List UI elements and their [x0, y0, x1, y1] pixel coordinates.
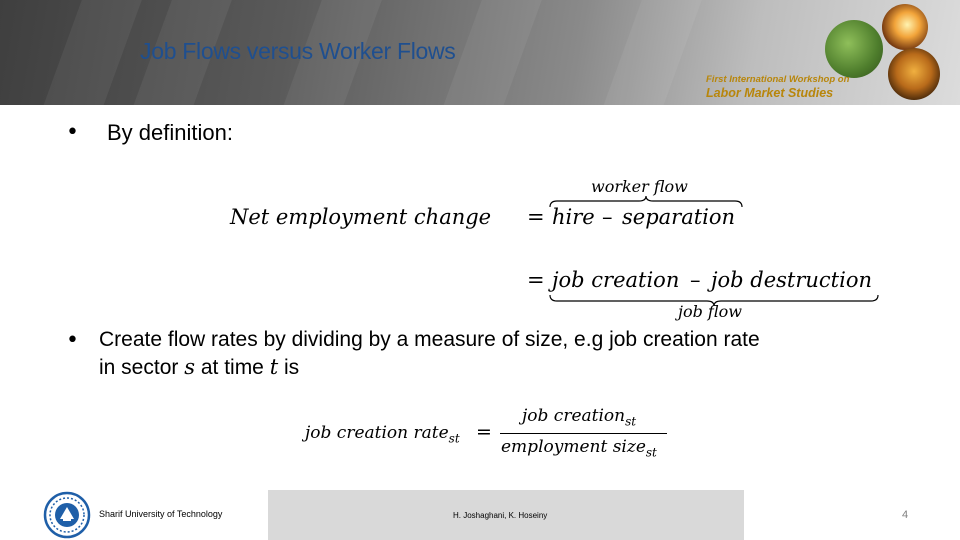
workshop-logo-line2: Labor Market Studies: [706, 86, 834, 100]
fraction-bar: [500, 433, 667, 434]
slide-title: Job Flows versus Worker Flows: [140, 38, 456, 64]
bullet-text-in-sector: in sector: [99, 356, 179, 379]
var-t: t: [269, 355, 279, 379]
field-photo-icon: [825, 20, 883, 78]
eq-numerator: [522, 406, 636, 428]
eq-separation: separation: [622, 205, 736, 229]
eq-job-creation: job creation: [552, 268, 680, 292]
header-stripe: [31, 0, 149, 105]
bullet-text-at-time: at time: [200, 356, 264, 379]
workshop-logo: [700, 0, 960, 105]
eq-num-sub: st: [625, 414, 637, 429]
eq-minus-1: –: [602, 205, 613, 229]
header-stripe: [591, 0, 709, 105]
eq-hire: hire: [552, 205, 595, 229]
eq-denominator: [501, 437, 657, 459]
header-banner: [0, 0, 960, 105]
eq-den-text: employment size: [501, 437, 646, 457]
page-number: 4: [902, 509, 909, 521]
bullet-flow-rates-line1: Create flow rates by dividing by a measure of size, e.g job creation rate: [99, 328, 760, 351]
eq-job-destruction: job destruction: [711, 268, 873, 292]
eq-rate-lhs: job creation rate: [305, 423, 449, 443]
eq-num-text: job creation: [522, 406, 626, 426]
bullet-marker: •: [66, 120, 79, 145]
var-s: s: [184, 355, 195, 379]
bullet-flow-rates-line2: [99, 355, 299, 380]
workshop-logo-line1: First International Workshop on: [706, 74, 850, 85]
eq-net-employment-change: Net employment change: [230, 205, 492, 229]
eq-rate-lhs-sub: st: [448, 431, 460, 446]
eq-den-sub: st: [645, 445, 657, 460]
bullet-marker: •: [66, 328, 79, 353]
welder-photo-icon: [882, 4, 928, 50]
eq-worker-flow-label: worker flow: [591, 177, 688, 196]
eq-job-creation-rate: [305, 423, 460, 445]
eq-job-flow-label: job flow: [678, 302, 742, 321]
footer-authors: H. Joshaghani, K. Hoseiny: [453, 511, 548, 520]
footer-university: Sharif University of Technology: [99, 509, 223, 519]
sharif-university-logo-icon: [43, 491, 91, 539]
eq-equals-2: =: [527, 268, 545, 292]
worker-photo-icon: [888, 48, 940, 100]
eq-equals-1: =: [527, 205, 545, 229]
bullet-by-definition: By definition:: [107, 120, 233, 145]
bullet-text-is: is: [284, 356, 300, 379]
eq-minus-2: –: [690, 268, 701, 292]
eq-rate-equals: =: [476, 421, 492, 443]
